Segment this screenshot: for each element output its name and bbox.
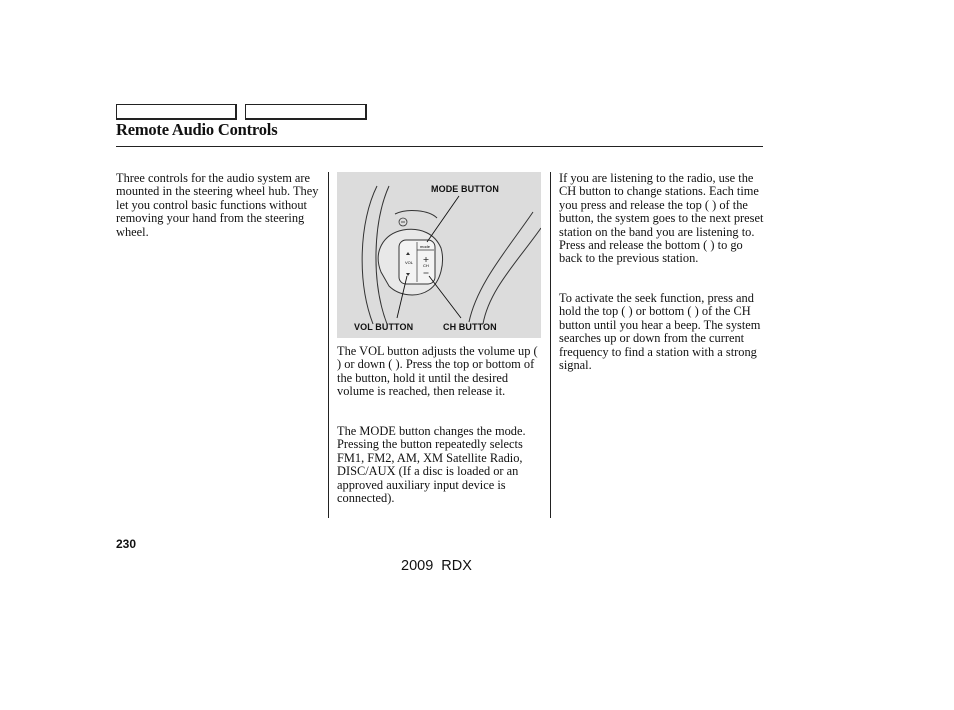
ch-button-paragraph: If you are listening to the radio, use the CH button to change stations. Each time you press and release the top ( ) of the button, the system goes to the next preset station on the band you are listening to. Press and release the bottom ( ) to go back to the previous station. [559, 171, 764, 266]
mode-button-callout: MODE BUTTON [431, 184, 499, 194]
page-number: 230 [116, 537, 137, 551]
vol-button-text: VOL [405, 260, 414, 265]
seek-function-paragraph: To activate the seek function, press and hold the top ( ) or bottom ( ) of the CH button until you hear a beep. The system searches up or down from the current frequency to find a station with a strong signal. [559, 291, 761, 373]
steering-wheel-illustration [337, 172, 541, 338]
column-divider-left [328, 172, 329, 518]
footer-model-name: 2009 RDX [401, 558, 472, 574]
header-tab-box-left [116, 104, 237, 120]
ch-button-text: CH [423, 263, 429, 268]
column-divider-right [550, 172, 551, 518]
intro-paragraph: Three controls for the audio system are mounted in the steering wheel hub. They let you control basic functions without removing your hand from the steering wheel. [116, 171, 319, 239]
header-tab-box-right [245, 104, 367, 120]
mode-button-text: mode [420, 244, 431, 249]
steering-wheel-figure [337, 172, 541, 338]
vol-button-paragraph: The VOL button adjusts the volume up ( ) or down ( ). Press the top or bottom of the button, hold it until the desired volume is reached, then release it. [337, 344, 538, 399]
vol-button-callout: VOL BUTTON [354, 322, 414, 332]
ch-button-callout: CH BUTTON [443, 322, 497, 332]
title-divider [116, 146, 763, 147]
mode-button-paragraph: The MODE button changes the mode. Pressing the button repeatedly selects FM1, FM2, AM, XM Satellite Radio, DISC/AUX (If a disc is loaded or an approved auxiliary input device is connected). [337, 424, 526, 506]
page-title: Remote Audio Controls [116, 120, 278, 139]
